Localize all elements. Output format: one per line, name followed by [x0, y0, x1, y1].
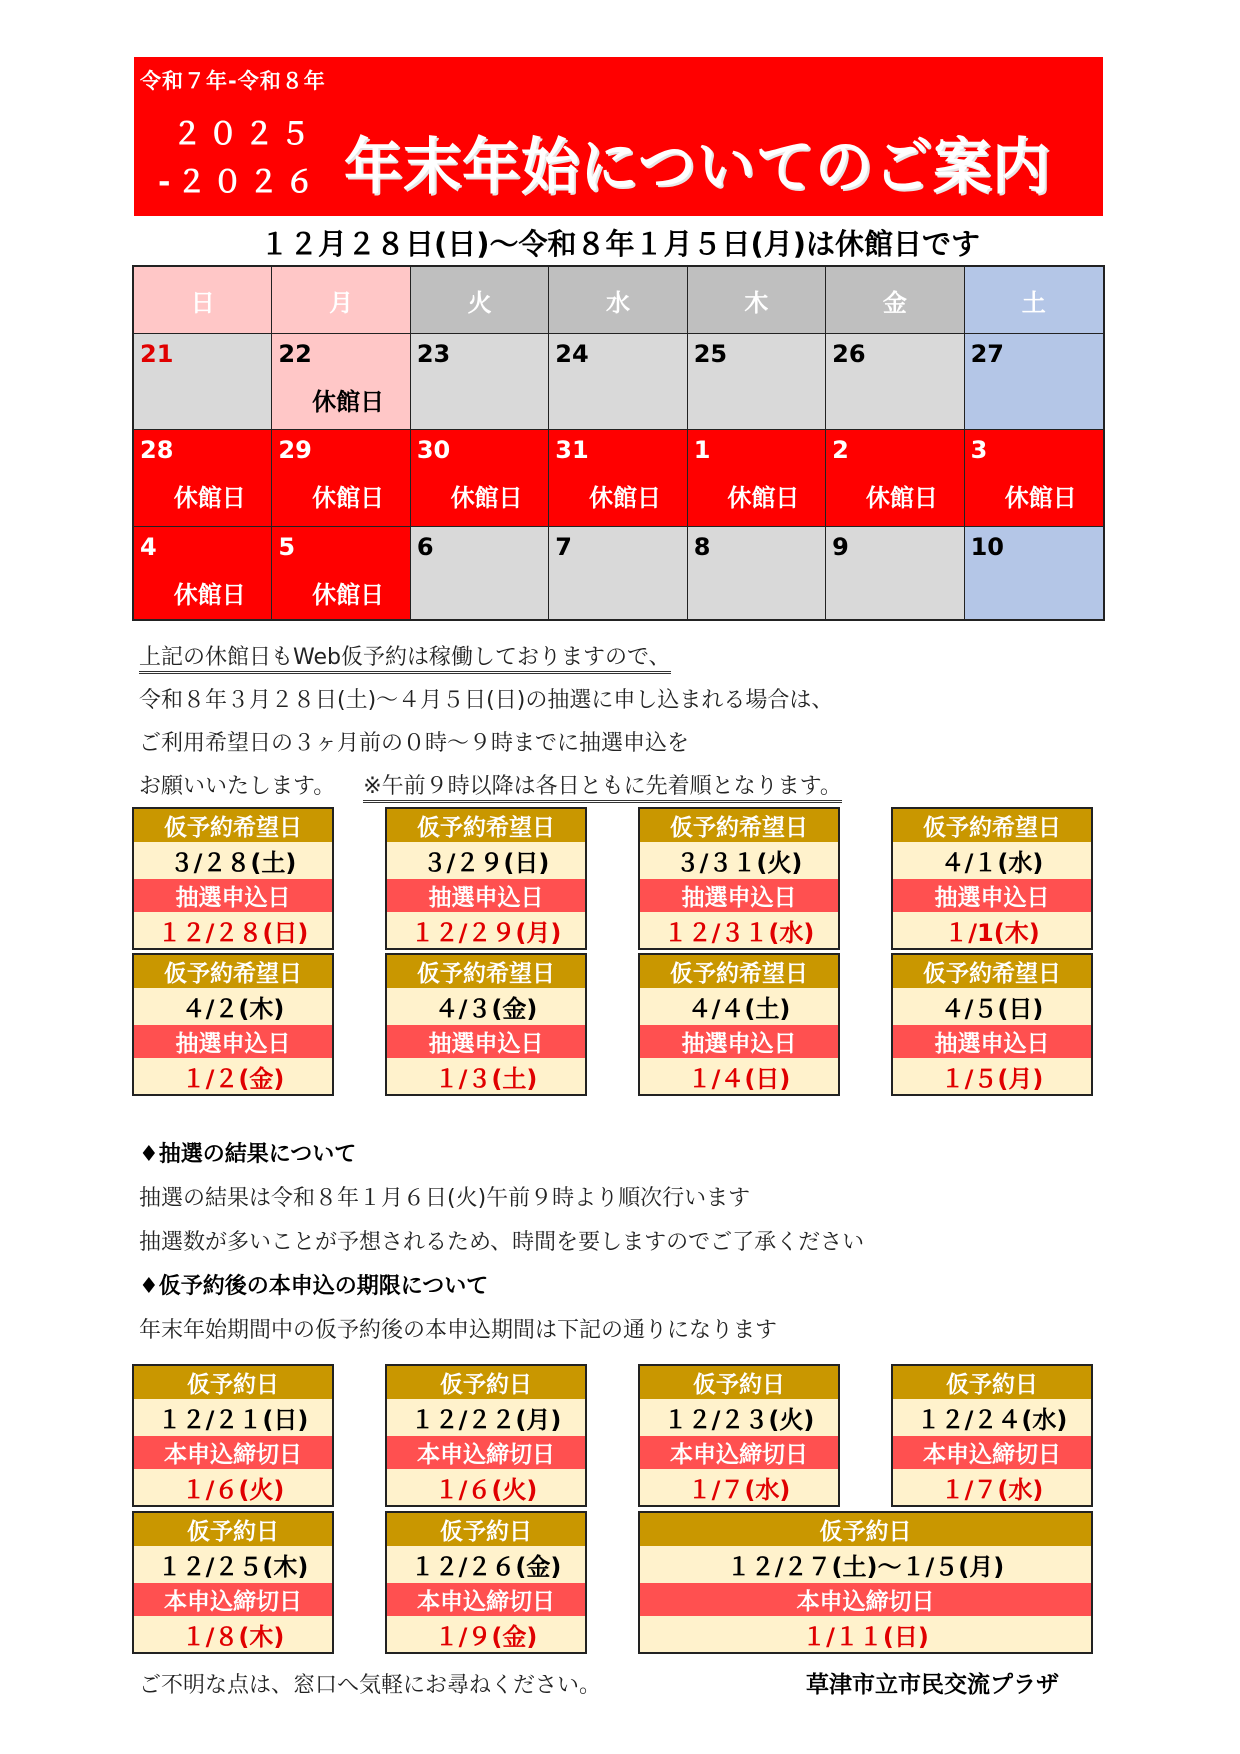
closed-label: 休館日: [312, 484, 385, 512]
closed-label: 休館日: [450, 484, 523, 512]
results-heading: ♦抽選の結果について: [139, 1142, 357, 1167]
box-label: 抽選申込日: [134, 879, 332, 912]
lottery-box: [638, 953, 840, 1096]
weekday-header: 土: [965, 267, 1103, 334]
box-header: 仮予約日: [893, 1366, 1091, 1399]
notice-line-1: 上記の休館日もWeb仮予約は稼働しておりますので、: [139, 645, 671, 674]
calendar-day: [965, 527, 1103, 619]
box-header: 仮予約日: [640, 1366, 838, 1399]
box-header: 仮予約希望日: [134, 955, 332, 988]
box-value: １/７(水): [940, 1475, 1044, 1504]
box-date: ３/３１(火): [675, 849, 803, 877]
box-label: 本申込締切日: [134, 1583, 332, 1616]
box-date: ４/２(木): [181, 995, 285, 1023]
box-date: １２/２６(金): [410, 1553, 562, 1581]
box-label: 抽選申込日: [387, 879, 585, 912]
day-number: 28: [140, 436, 174, 464]
page-title: 年末年始についてのご案内: [344, 130, 1051, 202]
closed-label: 休館日: [312, 388, 385, 416]
year-start: ２０２５: [172, 117, 316, 152]
box-label: 抽選申込日: [640, 879, 838, 912]
calendar-day: [411, 527, 549, 619]
closed-label: 休館日: [173, 581, 246, 609]
title-banner: [134, 57, 1103, 216]
weekday-header: 火: [411, 267, 549, 334]
year-end: -２０２６: [158, 165, 321, 200]
box-value: １/８(木): [181, 1622, 285, 1651]
weekday-header: 日: [134, 267, 272, 334]
day-number: 24: [555, 340, 589, 368]
calendar-day: [272, 334, 410, 430]
box-header: 仮予約希望日: [134, 809, 332, 842]
box-label: 抽選申込日: [134, 1025, 332, 1058]
calendar-day: [411, 334, 549, 430]
day-number: 8: [693, 533, 711, 561]
box-header: 仮予約日: [387, 1513, 585, 1546]
lottery-box: [385, 953, 587, 1096]
deadline-heading: ♦仮予約後の本申込の期限について: [139, 1274, 489, 1299]
box-date: １２/２７(土)～１/５(月): [726, 1553, 1005, 1581]
day-number: 30: [416, 436, 451, 464]
lottery-box: [132, 953, 334, 1096]
lottery-box: [891, 807, 1093, 950]
calendar-day: [134, 527, 272, 619]
calendar-day: [826, 334, 964, 430]
deadline-box: [132, 1511, 334, 1654]
lottery-box: [132, 807, 334, 950]
deadline-box-wide: [638, 1511, 1093, 1654]
weekday-header: 月: [272, 267, 410, 334]
box-date: ４/３(金): [434, 995, 538, 1023]
closed-label: 休館日: [727, 484, 800, 512]
notice-line-4b: ※午前９時以降は各日ともに先着順となります。: [363, 774, 842, 803]
box-header: 仮予約日: [134, 1366, 332, 1399]
day-number: 2: [832, 436, 849, 464]
box-value: １/1(木): [944, 918, 1040, 947]
day-number: 21: [140, 340, 174, 368]
box-value: １/２(金): [181, 1064, 285, 1093]
lottery-box: [891, 953, 1093, 1096]
box-label: 抽選申込日: [640, 1025, 838, 1058]
box-value: １/１１(日): [802, 1622, 929, 1651]
box-value: １/７(水): [687, 1475, 791, 1504]
box-header: 仮予約日: [640, 1513, 1091, 1546]
box-label: 本申込締切日: [134, 1436, 332, 1469]
day-number: 1: [693, 436, 711, 464]
box-date: １２/２３(火): [663, 1406, 815, 1434]
weekday-header: 金: [826, 267, 964, 334]
results-line-1: 抽選の結果は令和８年１月６日(火)午前９時より順次行います: [139, 1186, 751, 1211]
closed-label: 休館日: [1004, 484, 1077, 512]
calendar-day: [688, 430, 826, 527]
box-label: 本申込締切日: [640, 1583, 1091, 1616]
calendar-day: [826, 430, 964, 527]
box-label: 本申込締切日: [387, 1436, 585, 1469]
calendar-day: [272, 430, 410, 527]
deadline-line-1: 年末年始期間中の仮予約後の本申込期間は下記の通りになります: [139, 1318, 778, 1343]
day-number: 5: [278, 533, 296, 561]
box-value: １/６(火): [181, 1475, 285, 1504]
day-number: 23: [416, 340, 451, 368]
calendar-day: [549, 334, 687, 430]
calendar-day: [965, 430, 1103, 527]
contact-note: ご不明な点は、窓口へ気軽にお尋ねください。: [139, 1673, 602, 1698]
day-number: 6: [416, 533, 434, 561]
day-number: 4: [140, 533, 157, 561]
day-number: 10: [970, 533, 1004, 561]
box-header: 仮予約希望日: [640, 955, 838, 988]
closed-label: 休館日: [865, 484, 938, 512]
calendar-day: [965, 334, 1103, 430]
closed-label: 休館日: [173, 484, 246, 512]
box-date: ４/１(水): [940, 849, 1044, 877]
day-number: 9: [832, 533, 849, 561]
calendar-day: [549, 527, 687, 619]
closed-label: 休館日: [312, 581, 385, 609]
notice-line: [139, 769, 842, 800]
calendar-day: [134, 334, 272, 430]
box-value: １２/３１(水): [663, 918, 815, 947]
box-header: 仮予約希望日: [387, 809, 585, 842]
box-label: 本申込締切日: [893, 1436, 1091, 1469]
box-header: 仮予約希望日: [387, 955, 585, 988]
box-date: ４/４(土): [687, 995, 791, 1023]
box-date: ３/２８(土): [169, 849, 297, 877]
box-header: 仮予約希望日: [640, 809, 838, 842]
day-number: 3: [970, 436, 988, 464]
box-value: １２/２９(月): [410, 918, 562, 947]
calendar-day: [688, 527, 826, 619]
deadline-box: [385, 1364, 587, 1507]
lottery-box: [638, 807, 840, 950]
notice-line-3: ご利用希望日の３ヶ月前の０時～９時までに抽選申込を: [139, 731, 690, 756]
day-number: 31: [555, 436, 589, 464]
box-header: 仮予約希望日: [893, 809, 1091, 842]
organization-name: 草津市立市民交流プラザ: [806, 1672, 1059, 1698]
box-value: １/６(火): [434, 1475, 538, 1504]
weekday-header: 水: [549, 267, 687, 334]
box-label: 抽選申込日: [893, 1025, 1091, 1058]
box-date: １２/２１(日): [157, 1406, 309, 1434]
weekday-header: 木: [688, 267, 826, 334]
box-label: 本申込締切日: [387, 1583, 585, 1616]
calendar-day: [826, 527, 964, 619]
notice-line: [139, 640, 671, 671]
closure-period: １２月２８日(日)～令和８年１月５日(月)は休館日です: [259, 227, 981, 261]
box-header: 仮予約希望日: [893, 955, 1091, 988]
box-header: 仮予約日: [387, 1366, 585, 1399]
day-number: 27: [970, 340, 1004, 368]
box-date: １２/２４(水): [916, 1406, 1068, 1434]
day-number: 25: [693, 340, 728, 368]
lottery-box: [385, 807, 587, 950]
box-value: １２/２８(日): [157, 918, 309, 947]
results-line-2: 抽選数が多いことが予想されるため、時間を要しますのでご了承ください: [139, 1230, 865, 1255]
box-date: １２/２５(木): [157, 1553, 309, 1581]
day-number: 26: [832, 340, 866, 368]
deadline-box: [638, 1364, 840, 1507]
box-date: ３/２９(日): [422, 849, 550, 877]
calendar-day: [134, 430, 272, 527]
day-number: 29: [278, 436, 312, 464]
calendar-day: [411, 430, 549, 527]
calendar-day: [272, 527, 410, 619]
closed-label: 休館日: [588, 484, 661, 512]
box-date: ４/５(日): [940, 995, 1044, 1023]
box-label: 抽選申込日: [893, 879, 1091, 912]
day-number: 22: [278, 340, 312, 368]
box-value: １/５(月): [940, 1064, 1044, 1093]
notice-line-2: 令和８年３月２８日(土)～４月５日(日)の抽選に申し込まれる場合は、: [139, 688, 834, 713]
calendar-day: [549, 430, 687, 527]
deadline-box: [385, 1511, 587, 1654]
box-header: 仮予約日: [134, 1513, 332, 1546]
box-date: １２/２２(月): [410, 1406, 562, 1434]
era-label: 令和７年-令和８年: [140, 69, 326, 93]
deadline-box: [891, 1364, 1093, 1507]
deadline-box: [132, 1364, 334, 1507]
box-label: 本申込締切日: [640, 1436, 838, 1469]
box-value: １/４(日): [687, 1064, 791, 1093]
day-number: 7: [555, 533, 572, 561]
calendar-day: [688, 334, 826, 430]
calendar: [132, 265, 1105, 621]
box-label: 抽選申込日: [387, 1025, 585, 1058]
box-value: １/３(土): [434, 1064, 538, 1093]
box-value: １/９(金): [434, 1622, 538, 1651]
notice-line-4a: お願いいたします。: [139, 774, 336, 799]
